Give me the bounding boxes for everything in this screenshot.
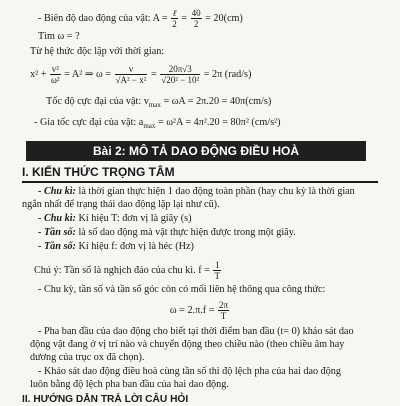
- phase-line-1: - Pha ban đầu của dao động cho biết tại thời điểm ban đầu (t= 0) khảo sát dao: [38, 326, 354, 337]
- section-heading: I. KIẾN THỨC TRỌNG TÂM: [22, 165, 175, 179]
- amplitude-result: = 20(cm): [205, 12, 243, 24]
- same-freq-line-2: luôn bằng độ lệch pha ban đầu của hai dao động.: [30, 379, 229, 390]
- next-section-heading: II. HƯỚNG DẪN TRẢ LỜI CÂU HỎI: [22, 394, 189, 405]
- tanso-symbol: - Tần số: Kí hiệu f: đơn vị là héc (Hz): [38, 241, 194, 252]
- section-underline: [22, 181, 378, 183]
- tanso-definition: - Tần số: là số dao động mà vật thực hiện được trong một giây.: [38, 227, 296, 238]
- lesson-banner: Bài 2: MÔ TẢ DAO ĐỘNG ĐIỀU HOÀ: [26, 141, 366, 161]
- find-omega: Tìm ω = ?: [38, 31, 80, 42]
- chuki-definition: - Chu kì: là thời gian thực hiện 1 dao động toàn phần (hay chu kỳ là thời gian: [38, 186, 355, 197]
- omega-relation: ω = 2.π.f = $\frac{2\pi}{T}$: [169, 300, 229, 321]
- omega-formula: x² + $\frac{\text{v²}}{\text{ω²}}$ = A² ⇒ ω = $\frac{v}{\text{√A² − x²}}$ = $\frac{20\pi√3}{\text{√20² − 10²}}$ = 2π (rad/s): [30, 64, 252, 85]
- fraction-l-over-2: $\frac{\text{ℓ}}{2}$: [172, 8, 177, 29]
- note-frequency: Chú ý: Tần số là nghịch đảo của chu kì. f = $\frac{1}{T}$: [34, 260, 220, 281]
- relation-line: - Chu kỳ, tần số và tần số góc còn có mối liên hệ thông qua công thức:: [38, 284, 326, 295]
- phase-line-2: động vật đang ở vị trí nào và chuyển động theo chiều nào (theo chiều âm hay: [30, 339, 345, 350]
- vmax-line: Tốc độ cực đại của vật: $v_{max} = \omega A = 2\pi.20 = 40\pi(cm/s)$: [46, 96, 272, 110]
- chuki-definition-cont: ngắn nhất để trạng thái dao động lặp lại như cũ).: [22, 199, 220, 210]
- amplitude-line: - Biên độ dao động của vật: A = $\frac{\text{ℓ}}{2}$ = $\frac{40}{2}$ = 20(cm): [38, 8, 243, 29]
- same-freq-line-1: - Khảo sát dao động điều hoà cùng tần số thì độ lệch pha của hai dao động: [38, 366, 341, 377]
- amplitude-text: - Biên độ dao động của vật: A =: [38, 12, 168, 24]
- chuki-symbol: - Chu kì: Kí hiệu T: đơn vị là giây (s): [38, 213, 192, 224]
- amax-line: - Gia tốc cực đại của vật: $a_{max} = \omega^2A = 4\pi^2.20 = 80\pi^2$ (cm/s²): [34, 117, 281, 131]
- fraction-40-over-2: $\frac{40}{2}$: [191, 8, 201, 29]
- phase-line-3: dương của trục ox đã chọn).: [30, 352, 145, 363]
- independent-relation: Từ hệ thức độc lập với thời gian:: [30, 46, 165, 57]
